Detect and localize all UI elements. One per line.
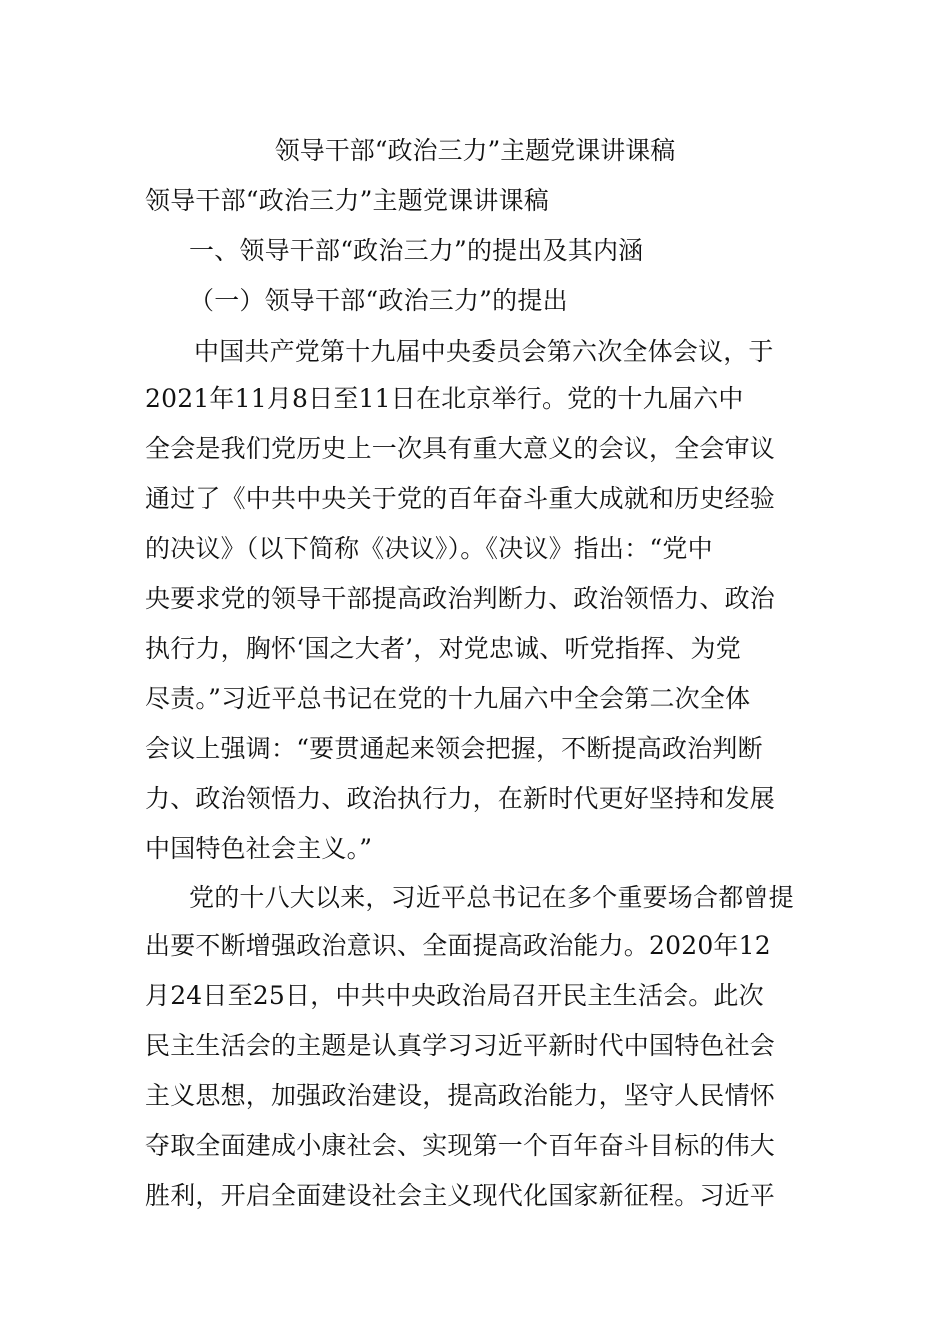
paragraph-line: 执行力，胸怀‘国之大者’，对党忠诚、听党指挥、为党 [145,634,741,663]
paragraph-line: 会议上强调：“要贯通起来领会把握，不断提高政治判断 [145,734,763,763]
paragraph-line: 2021年11月8日至11日在北京举行。党的十九届六中 [145,384,744,413]
paragraph-line: 央要求党的领导干部提高政治判断力、政治领悟力、政治 [145,584,776,613]
paragraph-line: 通过了《中共中央关于党的百年奋斗重大成就和历史经验 [145,484,776,513]
paragraph-line: 民主生活会的主题是认真学习习近平新时代中国特色社会 [145,1031,776,1060]
paragraph-line: 主义思想，加强政治建设，提高政治能力，坚守人民情怀 [145,1081,776,1110]
paragraph-line: 胜利，开启全面建设社会主义现代化国家新征程。习近平 [145,1181,776,1210]
paragraph-line: 中国共产党第十九届中央委员会第六次全体会议，于 [194,337,774,366]
document-title: 领导干部“政治三力”主题党课讲课稿 [274,136,676,165]
paragraph-line: 力、政治领悟力、政治执行力，在新时代更好坚持和发展 [145,784,776,813]
section-heading-2: （一）领导干部“政治三力”的提出 [189,286,568,315]
paragraph-line: 夺取全面建成小康社会、实现第一个百年奋斗目标的伟大 [145,1131,776,1160]
paragraph-line: 的决议》（以下简称《决议》）。《决议》指出：“党中 [145,534,713,563]
document-subtitle: 领导干部“政治三力”主题党课讲课稿 [145,186,549,215]
paragraph-line: 全会是我们党历史上一次具有重大意义的会议，全会审议 [145,434,776,463]
paragraph-line: 出要不断增强政治意识、全面提高政治能力。2020年12 [145,931,771,960]
paragraph-line: 党的十八大以来，习近平总书记在多个重要场合都曾提 [189,883,794,912]
section-heading-1: 一、领导干部“政治三力”的提出及其内涵 [189,236,644,265]
paragraph-line: 月24日至25日，中共中央政治局召开民主生活会。此次 [145,981,764,1010]
paragraph-line: 尽责。”习近平总书记在党的十九届六中全会第二次全体 [145,684,751,713]
paragraph-line: 中国特色社会主义。” [145,834,373,863]
